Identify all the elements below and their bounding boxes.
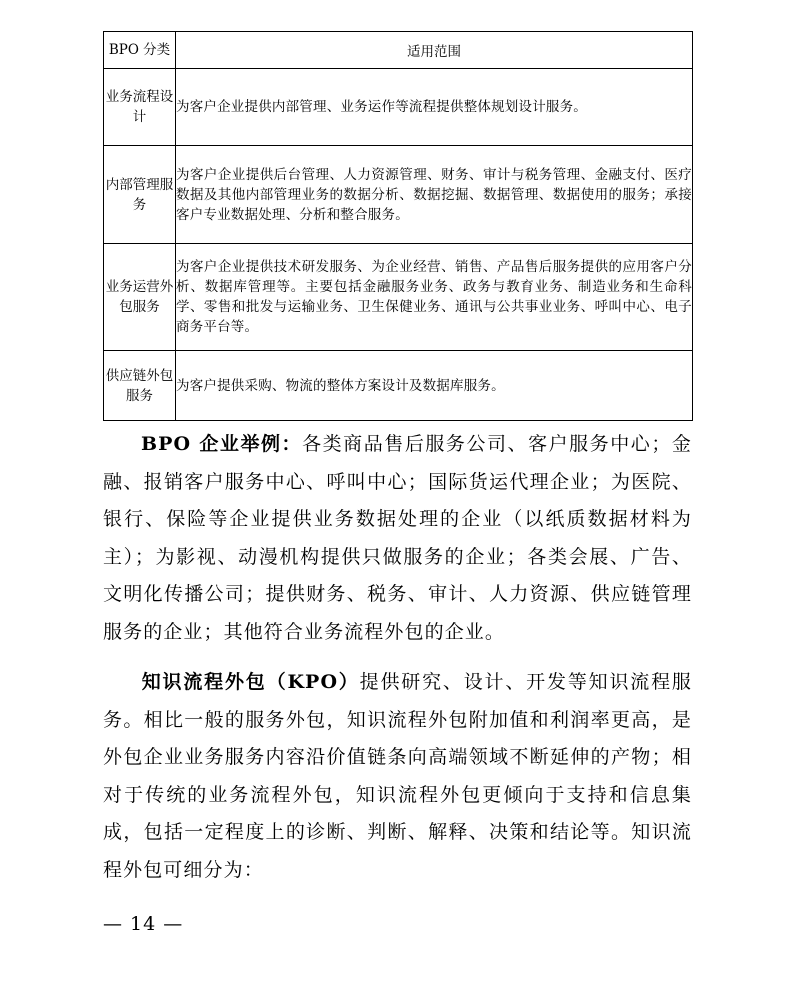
bpo-examples-paragraph (103, 426, 692, 651)
row-category: 供应链外包服务 (104, 351, 176, 421)
paragraph-text: 各类商品售后服务公司、客户服务中心；金融、报销客户服务中心、呼叫中心；国际货运代理企业；为医院、银行、保险等企业提供业务数据处理的企业（以纸质数据材料为主）；为影视、动漫机构提供只做服务的企业；各类会展、广告、文明化传播公司；提供财务、税务、审计、人力资源、供应链管理服务的企业；其他符合业务流程外包的企业。 (103, 433, 692, 643)
row-scope: 为客户企业提供内部管理、业务运作等流程提供整体规划设计服务。 (176, 69, 693, 146)
paragraph-text: 提供研究、设计、开发等知识流程服务。相比一般的服务外包，知识流程外包附加值和利润率更高，是外包企业业务服务内容沿价值链条向高端领域不断延伸的产物；相对于传统的业务流程外包，知识流程外包更倾向于支持和信息集成，包括一定程度上的诊断、判断、解释、决策和结论等。知识流程外包可细分为： (103, 671, 693, 881)
paragraph-lead: 知识流程外包（KPO） (141, 671, 360, 693)
table-row (104, 351, 693, 421)
page-number: — 14 — (103, 913, 184, 935)
kpo-paragraph (103, 664, 692, 889)
row-category: 业务运营外包服务 (104, 244, 176, 351)
row-category: 内部管理服务 (104, 146, 176, 244)
header-scope: 适用范围 (176, 32, 693, 69)
paragraph-lead: BPO 企业举例： (141, 433, 303, 455)
table-row (104, 244, 693, 351)
table-row (104, 146, 693, 244)
bpo-category-table (103, 31, 693, 421)
row-scope: 为客户企业提供后台管理、人力资源管理、财务、审计与税务管理、金融支付、医疗数据及其他内部管理业务的数据分析、数据挖掘、数据管理、数据使用的服务；承接客户专业数据处理、分析和整合服务。 (176, 146, 693, 244)
table-header-row (104, 32, 693, 69)
header-category: BPO 分类 (104, 32, 176, 69)
row-scope: 为客户提供采购、物流的整体方案设计及数据库服务。 (176, 351, 693, 421)
table-row (104, 69, 693, 146)
row-scope: 为客户企业提供技术研发服务、为企业经营、销售、产品售后服务提供的应用客户分析、数据库管理等。主要包括金融服务业务、政务与教育业务、制造业务和生命科学、零售和批发与运输业务、卫生保健业务、通讯与公共事业业务、呼叫中心、电子商务平台等。 (176, 244, 693, 351)
row-category: 业务流程设计 (104, 69, 176, 146)
